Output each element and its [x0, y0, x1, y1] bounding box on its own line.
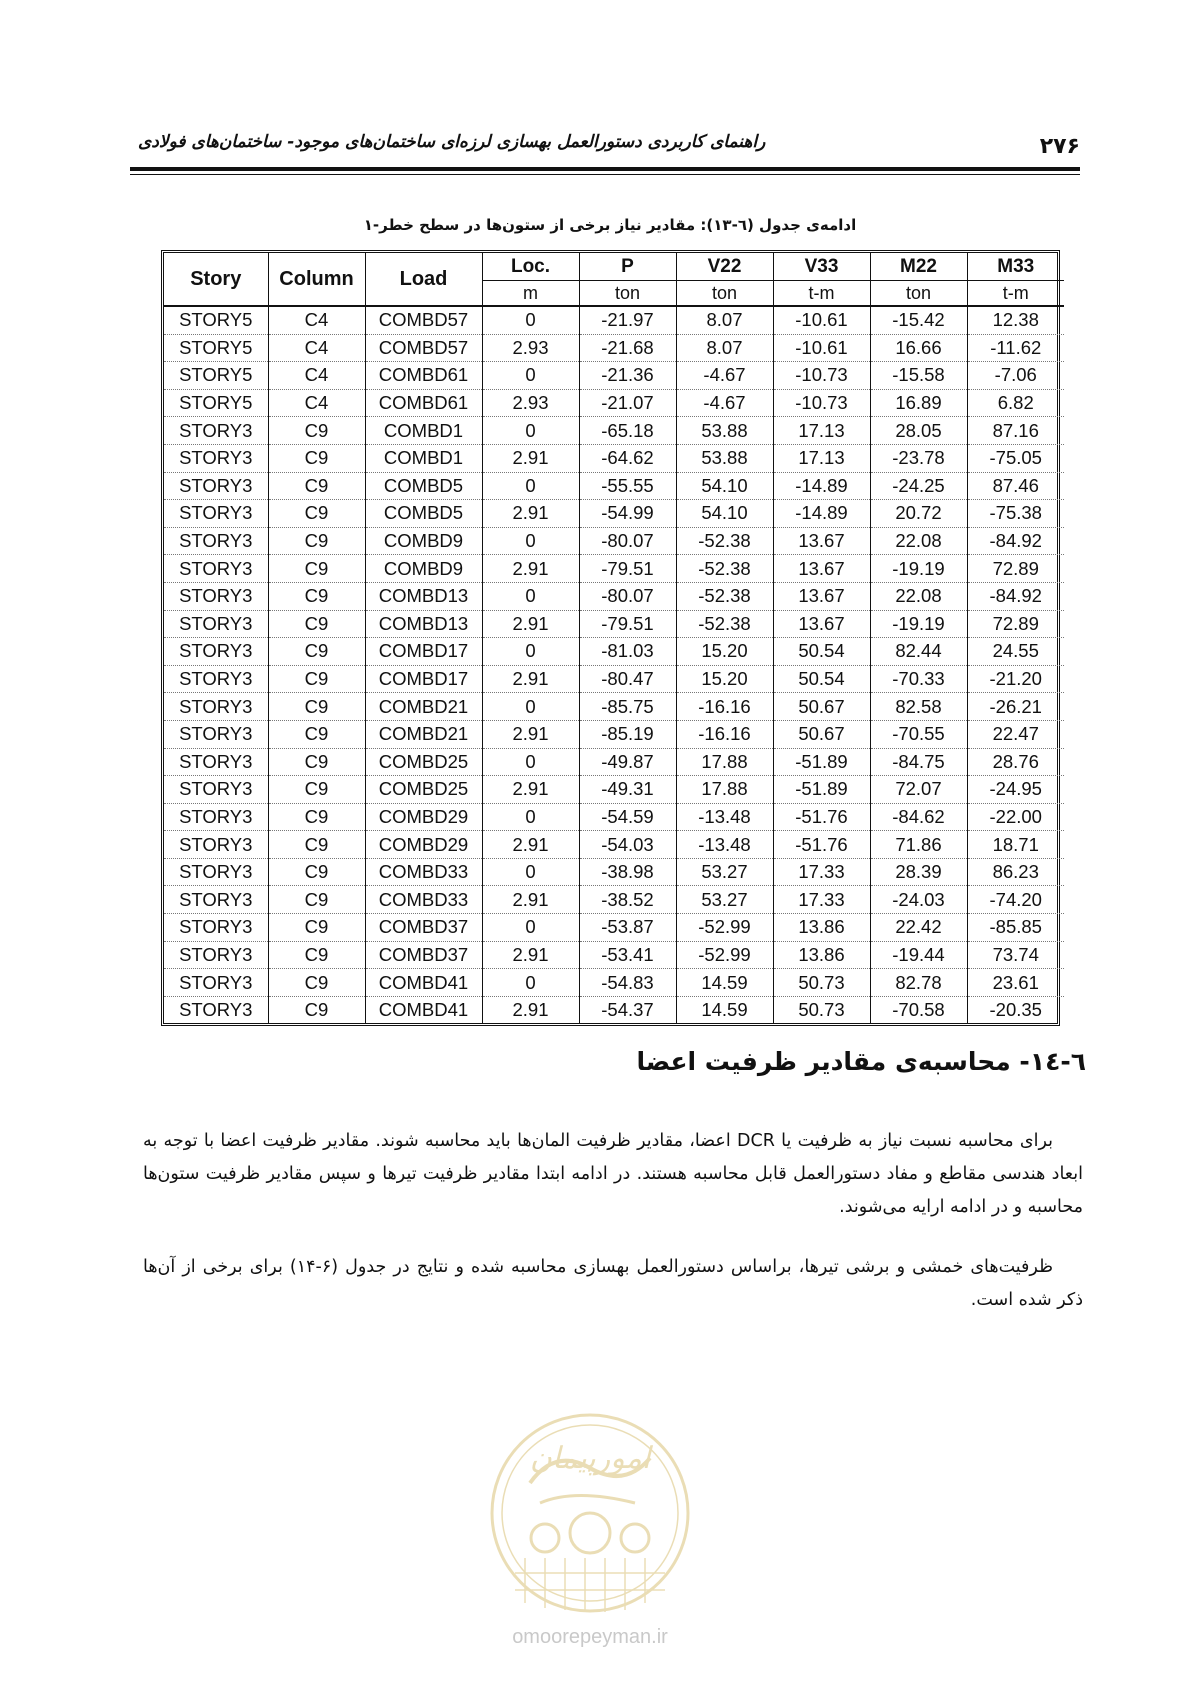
- table-cell: C9: [268, 720, 365, 748]
- table-cell: STORY3: [164, 693, 268, 721]
- table-cell: C9: [268, 638, 365, 666]
- table-cell: -24.03: [870, 886, 967, 914]
- table-cell: -55.55: [579, 472, 676, 500]
- table-cell: 23.61: [967, 969, 1064, 997]
- table-cell: 14.59: [676, 969, 773, 997]
- table-cell: STORY3: [164, 886, 268, 914]
- table-cell: 8.07: [676, 334, 773, 362]
- table-cell: -85.85: [967, 914, 1064, 942]
- table-cell: COMBD41: [365, 969, 482, 997]
- table-cell: -13.48: [676, 803, 773, 831]
- table-cell: C9: [268, 527, 365, 555]
- table-cell: 50.73: [773, 996, 870, 1023]
- table-cell: COMBD1: [365, 417, 482, 445]
- table-cell: -85.19: [579, 720, 676, 748]
- table-cell: STORY5: [164, 306, 268, 334]
- table-cell: 0: [482, 417, 579, 445]
- table-cell: 14.59: [676, 996, 773, 1023]
- table-row: [164, 803, 1064, 831]
- table-cell: -64.62: [579, 444, 676, 472]
- table-cell: 0: [482, 472, 579, 500]
- table-cell: 0: [482, 858, 579, 886]
- demand-table: [164, 253, 1064, 1023]
- table-cell: 53.88: [676, 417, 773, 445]
- table-cell: -65.18: [579, 417, 676, 445]
- table-cell: COMBD9: [365, 555, 482, 583]
- table-cell: -52.99: [676, 914, 773, 942]
- table-row: [164, 527, 1064, 555]
- table-cell: COMBD33: [365, 886, 482, 914]
- header-v22: V22: [676, 253, 773, 281]
- table-cell: -84.62: [870, 803, 967, 831]
- table-cell: 53.27: [676, 858, 773, 886]
- table-cell: COMBD57: [365, 334, 482, 362]
- table-cell: C9: [268, 858, 365, 886]
- table-cell: -16.16: [676, 693, 773, 721]
- table-cell: 2.91: [482, 555, 579, 583]
- unit-v33: t-m: [773, 281, 870, 307]
- table-cell: -21.68: [579, 334, 676, 362]
- header-p: P: [579, 253, 676, 281]
- table-cell: -52.38: [676, 527, 773, 555]
- table-cell: -38.98: [579, 858, 676, 886]
- table-cell: C9: [268, 914, 365, 942]
- table-cell: -13.48: [676, 831, 773, 859]
- table-cell: COMBD29: [365, 831, 482, 859]
- table-row: [164, 831, 1064, 859]
- demand-table-frame: [161, 250, 1060, 1026]
- table-cell: -21.36: [579, 362, 676, 390]
- table-cell: 0: [482, 362, 579, 390]
- table-cell: -23.78: [870, 444, 967, 472]
- table-cell: 12.38: [967, 306, 1064, 334]
- table-cell: -80.47: [579, 665, 676, 693]
- table-row: [164, 996, 1064, 1023]
- table-cell: -70.33: [870, 665, 967, 693]
- table-cell: 22.08: [870, 582, 967, 610]
- table-cell: 2.91: [482, 831, 579, 859]
- table-cell: 2.91: [482, 500, 579, 528]
- table-row: [164, 362, 1064, 390]
- unit-m22: ton: [870, 281, 967, 307]
- paragraph-1: برای محاسبه نسبت نیاز به ظرفیت یا DCR اعضا، مقادیر ظرفیت المان‌ها باید محاسبه شوند. مقادیر ظرفیت اعضا با توجه به ابعاد هندسی مقاطع و مفاد دستورالعمل قابل محاسبه هستند. در ادامه ابتدا مقادیر ظرفیت تیرها و سپس مقادیر ظرفیت ستون‌ها محاسبه و در ادامه ارایه می‌شوند.: [143, 1130, 1083, 1217]
- table-cell: 50.54: [773, 638, 870, 666]
- table-cell: 2.91: [482, 665, 579, 693]
- table-cell: -75.05: [967, 444, 1064, 472]
- table-cell: 13.67: [773, 527, 870, 555]
- watermark-site: omoorepeyman.ir: [512, 1626, 668, 1648]
- table-cell: -74.20: [967, 886, 1064, 914]
- table-cell: STORY3: [164, 803, 268, 831]
- table-cell: 0: [482, 638, 579, 666]
- table-cell: 22.42: [870, 914, 967, 942]
- table-cell: -52.38: [676, 610, 773, 638]
- table-cell: -22.00: [967, 803, 1064, 831]
- table-cell: -14.89: [773, 500, 870, 528]
- table-cell: -54.37: [579, 996, 676, 1023]
- table-cell: -84.75: [870, 748, 967, 776]
- table-cell: C9: [268, 748, 365, 776]
- table-cell: -53.41: [579, 941, 676, 969]
- table-cell: 53.27: [676, 886, 773, 914]
- table-cell: STORY3: [164, 776, 268, 804]
- table-cell: 72.89: [967, 555, 1064, 583]
- table-cell: 50.73: [773, 969, 870, 997]
- table-cell: -80.07: [579, 582, 676, 610]
- table-cell: 28.05: [870, 417, 967, 445]
- table-cell: 2.91: [482, 996, 579, 1023]
- table-cell: STORY3: [164, 582, 268, 610]
- table-cell: -52.99: [676, 941, 773, 969]
- table-cell: COMBD9: [365, 527, 482, 555]
- table-cell: COMBD57: [365, 306, 482, 334]
- table-cell: 15.20: [676, 665, 773, 693]
- table-cell: STORY3: [164, 638, 268, 666]
- table-cell: 17.33: [773, 886, 870, 914]
- table-cell: 0: [482, 306, 579, 334]
- table-cell: 2.91: [482, 610, 579, 638]
- table-cell: -54.99: [579, 500, 676, 528]
- table-cell: STORY3: [164, 858, 268, 886]
- table-cell: -85.75: [579, 693, 676, 721]
- table-cell: COMBD37: [365, 914, 482, 942]
- table-cell: 50.67: [773, 693, 870, 721]
- table-cell: COMBD17: [365, 665, 482, 693]
- table-cell: 13.86: [773, 941, 870, 969]
- table-cell: STORY5: [164, 334, 268, 362]
- table-cell: -54.59: [579, 803, 676, 831]
- table-cell: STORY3: [164, 831, 268, 859]
- table-cell: -20.35: [989, 999, 1042, 1021]
- table-cell: 0: [482, 693, 579, 721]
- table-cell: STORY3: [164, 610, 268, 638]
- table-cell: STORY3: [164, 472, 268, 500]
- table-cell: 2.91: [482, 886, 579, 914]
- table-cell: -51.89: [773, 776, 870, 804]
- table-cell: 0: [482, 803, 579, 831]
- header-column: Column: [268, 253, 365, 306]
- table-cell: COMBD61: [365, 362, 482, 390]
- table-cell: C9: [268, 417, 365, 445]
- table-cell: 2.93: [482, 389, 579, 417]
- table-cell: C9: [268, 996, 365, 1023]
- table-cell: 50.54: [773, 665, 870, 693]
- header-m22: M22: [870, 253, 967, 281]
- table-cell: -24.25: [870, 472, 967, 500]
- table-cell: -4.67: [676, 389, 773, 417]
- table-cell: C9: [268, 831, 365, 859]
- table-row: [164, 610, 1064, 638]
- table-cell: -15.58: [870, 362, 967, 390]
- table-cell: 54.10: [676, 472, 773, 500]
- unit-v22: ton: [676, 281, 773, 307]
- header-rule-thin: [130, 174, 1080, 175]
- table-cell: STORY3: [164, 527, 268, 555]
- table-cell: STORY3: [164, 417, 268, 445]
- table-cell: 82.78: [870, 969, 967, 997]
- table-cell: 13.67: [773, 555, 870, 583]
- table-cell: -53.87: [579, 914, 676, 942]
- table-cell: 20.72: [870, 500, 967, 528]
- table-cell: -24.95: [967, 776, 1064, 804]
- table-cell: -26.21: [967, 693, 1064, 721]
- table-cell: -4.67: [676, 362, 773, 390]
- table-cell: 82.58: [870, 693, 967, 721]
- table-cell: 72.07: [870, 776, 967, 804]
- table-cell: -19.19: [870, 555, 967, 583]
- table-cell: C4: [268, 306, 365, 334]
- table-cell: 72.89: [967, 610, 1064, 638]
- header-rule-thick: [130, 167, 1080, 171]
- table-row: [164, 306, 1064, 334]
- table-cell: 16.89: [870, 389, 967, 417]
- table-row: [164, 748, 1064, 776]
- table-row: [164, 500, 1064, 528]
- table-cell: 87.16: [967, 417, 1064, 445]
- table-cell: -80.07: [579, 527, 676, 555]
- table-cell: COMBD25: [365, 776, 482, 804]
- table-cell: -38.52: [579, 886, 676, 914]
- table-cell: -70.58: [870, 996, 967, 1023]
- table-cell: COMBD13: [365, 610, 482, 638]
- watermark-logo-text: امورپیمان: [529, 1441, 651, 1476]
- table-cell: COMBD1: [365, 444, 482, 472]
- table-cell: STORY3: [164, 996, 268, 1023]
- header-load: Load: [365, 253, 482, 306]
- table-cell: C9: [268, 803, 365, 831]
- table-cell: -10.73: [773, 362, 870, 390]
- table-cell: 2.93: [482, 334, 579, 362]
- table-cell: C4: [268, 389, 365, 417]
- table-cell: -75.38: [967, 500, 1064, 528]
- table-cell: STORY5: [164, 362, 268, 390]
- table-cell: 22.47: [967, 720, 1064, 748]
- header-v33: V33: [773, 253, 870, 281]
- table-cell: C9: [268, 610, 365, 638]
- table-cell: 17.88: [676, 776, 773, 804]
- table-cell: 13.67: [773, 582, 870, 610]
- page-number: ۲۷۶: [1039, 134, 1080, 159]
- table-row: [164, 638, 1064, 666]
- omoorepeyman-seal-icon: [485, 1408, 695, 1618]
- table-cell: STORY3: [164, 720, 268, 748]
- table-cell: -19.19: [870, 610, 967, 638]
- table-cell: -19.44: [870, 941, 967, 969]
- table-row: [164, 444, 1064, 472]
- table-cell: -79.51: [579, 610, 676, 638]
- table-cell: 15.20: [676, 638, 773, 666]
- table-cell: 50.67: [773, 720, 870, 748]
- table-row: [164, 334, 1064, 362]
- table-cell: COMBD5: [365, 500, 482, 528]
- table-cell: 86.23: [967, 858, 1064, 886]
- table-row: [164, 555, 1064, 583]
- table-cell: C9: [268, 500, 365, 528]
- table-cell: -81.03: [579, 638, 676, 666]
- table-cell: 0: [482, 527, 579, 555]
- unit-m33: t-m: [967, 281, 1064, 307]
- header-loc: Loc.: [482, 253, 579, 281]
- table-cell: COMBD21: [365, 693, 482, 721]
- table-cell: 87.46: [967, 472, 1064, 500]
- table-cell: COMBD33: [365, 858, 482, 886]
- unit-p: ton: [579, 281, 676, 307]
- table-row: [164, 417, 1064, 445]
- table-cell: -21.07: [579, 389, 676, 417]
- table-cell: 17.13: [773, 444, 870, 472]
- table-cell: C9: [268, 472, 365, 500]
- table-cell: COMBD61: [365, 389, 482, 417]
- table-cell: C9: [268, 941, 365, 969]
- table-cell: 73.74: [967, 941, 1064, 969]
- table-cell: -52.38: [676, 555, 773, 583]
- table-cell: 2.91: [482, 776, 579, 804]
- table-cell: 71.86: [870, 831, 967, 859]
- table-cell: 16.66: [870, 334, 967, 362]
- table-cell: 17.33: [773, 858, 870, 886]
- table-caption: ادامه‌ی جدول (٦-١٣): مقادیر نیاز برخی از ستون‌ها در سطح خطر-١: [363, 216, 857, 234]
- table-cell: 53.88: [676, 444, 773, 472]
- table-cell: COMBD5: [365, 472, 482, 500]
- table-cell: -16.16: [676, 720, 773, 748]
- table-body: [164, 306, 1064, 1023]
- table-cell: -79.51: [579, 555, 676, 583]
- table-row: [164, 472, 1064, 500]
- table-cell: -51.89: [773, 748, 870, 776]
- table-cell: 13.67: [773, 610, 870, 638]
- table-cell: COMBD17: [365, 638, 482, 666]
- table-cell: -21.97: [579, 306, 676, 334]
- table-cell: COMBD13: [365, 582, 482, 610]
- table-cell: C9: [268, 444, 365, 472]
- table-cell: C9: [268, 776, 365, 804]
- table-cell: -70.55: [870, 720, 967, 748]
- unit-loc: m: [482, 281, 579, 307]
- table-row: [164, 969, 1064, 997]
- table-cell: -10.73: [773, 389, 870, 417]
- table-cell: -10.61: [773, 334, 870, 362]
- table-cell: 17.88: [676, 748, 773, 776]
- table-cell: -49.87: [579, 748, 676, 776]
- table-row: [164, 886, 1064, 914]
- table-cell: -7.06: [967, 362, 1064, 390]
- table-cell: C9: [268, 665, 365, 693]
- table-cell: 0: [482, 914, 579, 942]
- table-cell: 17.13: [773, 417, 870, 445]
- table-row: [164, 389, 1064, 417]
- table-cell: -51.76: [773, 831, 870, 859]
- table-cell: COMBD25: [365, 748, 482, 776]
- table-cell: -52.38: [676, 582, 773, 610]
- table-cell: 0: [482, 748, 579, 776]
- table-cell: 2.91: [482, 941, 579, 969]
- table-cell: -54.03: [579, 831, 676, 859]
- table-cell: STORY3: [164, 665, 268, 693]
- table-cell: COMBD29: [365, 803, 482, 831]
- table-cell: STORY3: [164, 748, 268, 776]
- table-row: [164, 665, 1064, 693]
- paragraph-2: ظرفیت‌های خمشی و برشی تیرها، براساس دستورالعمل بهسازی محاسبه شده و نتایج در جدول (۶-۱۴) برای برخی از آن‌ها ذکر شده است.: [143, 1256, 1083, 1310]
- table-cell: -10.61: [773, 306, 870, 334]
- table-cell: C9: [268, 693, 365, 721]
- table-cell: 13.86: [773, 914, 870, 942]
- table-cell: 2.91: [482, 444, 579, 472]
- table-cell: C4: [268, 362, 365, 390]
- running-title: راهنمای کاربردی دستورالعمل بهسازی لرزه‌ای ساختمان‌های موجود- ساختمان‌های فولادی: [138, 132, 766, 152]
- table-cell: -84.92: [967, 582, 1064, 610]
- section-title: ٦-١٤- محاسبه‌ی مقادیر ظرفیت اعضا: [636, 1047, 1086, 1076]
- table-cell: -11.62: [967, 334, 1064, 362]
- table-cell: C4: [268, 334, 365, 362]
- table-cell: -84.92: [967, 527, 1064, 555]
- table-cell: C9: [268, 555, 365, 583]
- table-cell: STORY5: [164, 389, 268, 417]
- table-cell: COMBD41: [365, 996, 482, 1023]
- table-cell: 2.91: [482, 720, 579, 748]
- table-cell: -49.31: [579, 776, 676, 804]
- table-cell: 0: [482, 969, 579, 997]
- table-cell: C9: [268, 969, 365, 997]
- table-cell: -51.76: [773, 803, 870, 831]
- table-cell: 54.10: [676, 500, 773, 528]
- table-cell: 28.76: [967, 748, 1064, 776]
- table-cell: STORY3: [164, 969, 268, 997]
- table-cell: 82.44: [870, 638, 967, 666]
- table-cell: -15.42: [870, 306, 967, 334]
- table-row: [164, 858, 1064, 886]
- table-cell: 6.82: [967, 389, 1064, 417]
- table-cell: 28.39: [870, 858, 967, 886]
- table-cell: 0: [482, 582, 579, 610]
- header-m33: M33: [997, 255, 1035, 277]
- table-cell: -21.20: [967, 665, 1064, 693]
- table-row: [164, 776, 1064, 804]
- table-cell: COMBD21: [365, 720, 482, 748]
- table-cell: STORY3: [164, 914, 268, 942]
- table-cell: C9: [268, 886, 365, 914]
- table-cell: 18.71: [967, 831, 1064, 859]
- page-header: [130, 128, 1080, 168]
- table-cell: COMBD37: [365, 941, 482, 969]
- table-cell: STORY3: [164, 555, 268, 583]
- table-cell: 24.55: [967, 638, 1064, 666]
- table-row: [164, 693, 1064, 721]
- table-row: [164, 914, 1064, 942]
- table-cell: -14.89: [773, 472, 870, 500]
- table-cell: STORY3: [164, 500, 268, 528]
- header-story: Story: [164, 253, 268, 306]
- table-cell: STORY3: [164, 941, 268, 969]
- table-row: [164, 582, 1064, 610]
- table-cell: C9: [268, 582, 365, 610]
- table-cell: 22.08: [870, 527, 967, 555]
- table-row: [164, 941, 1064, 969]
- table-cell: -54.83: [579, 969, 676, 997]
- table-row: [164, 720, 1064, 748]
- table-cell: STORY3: [164, 444, 268, 472]
- table-cell: 8.07: [676, 306, 773, 334]
